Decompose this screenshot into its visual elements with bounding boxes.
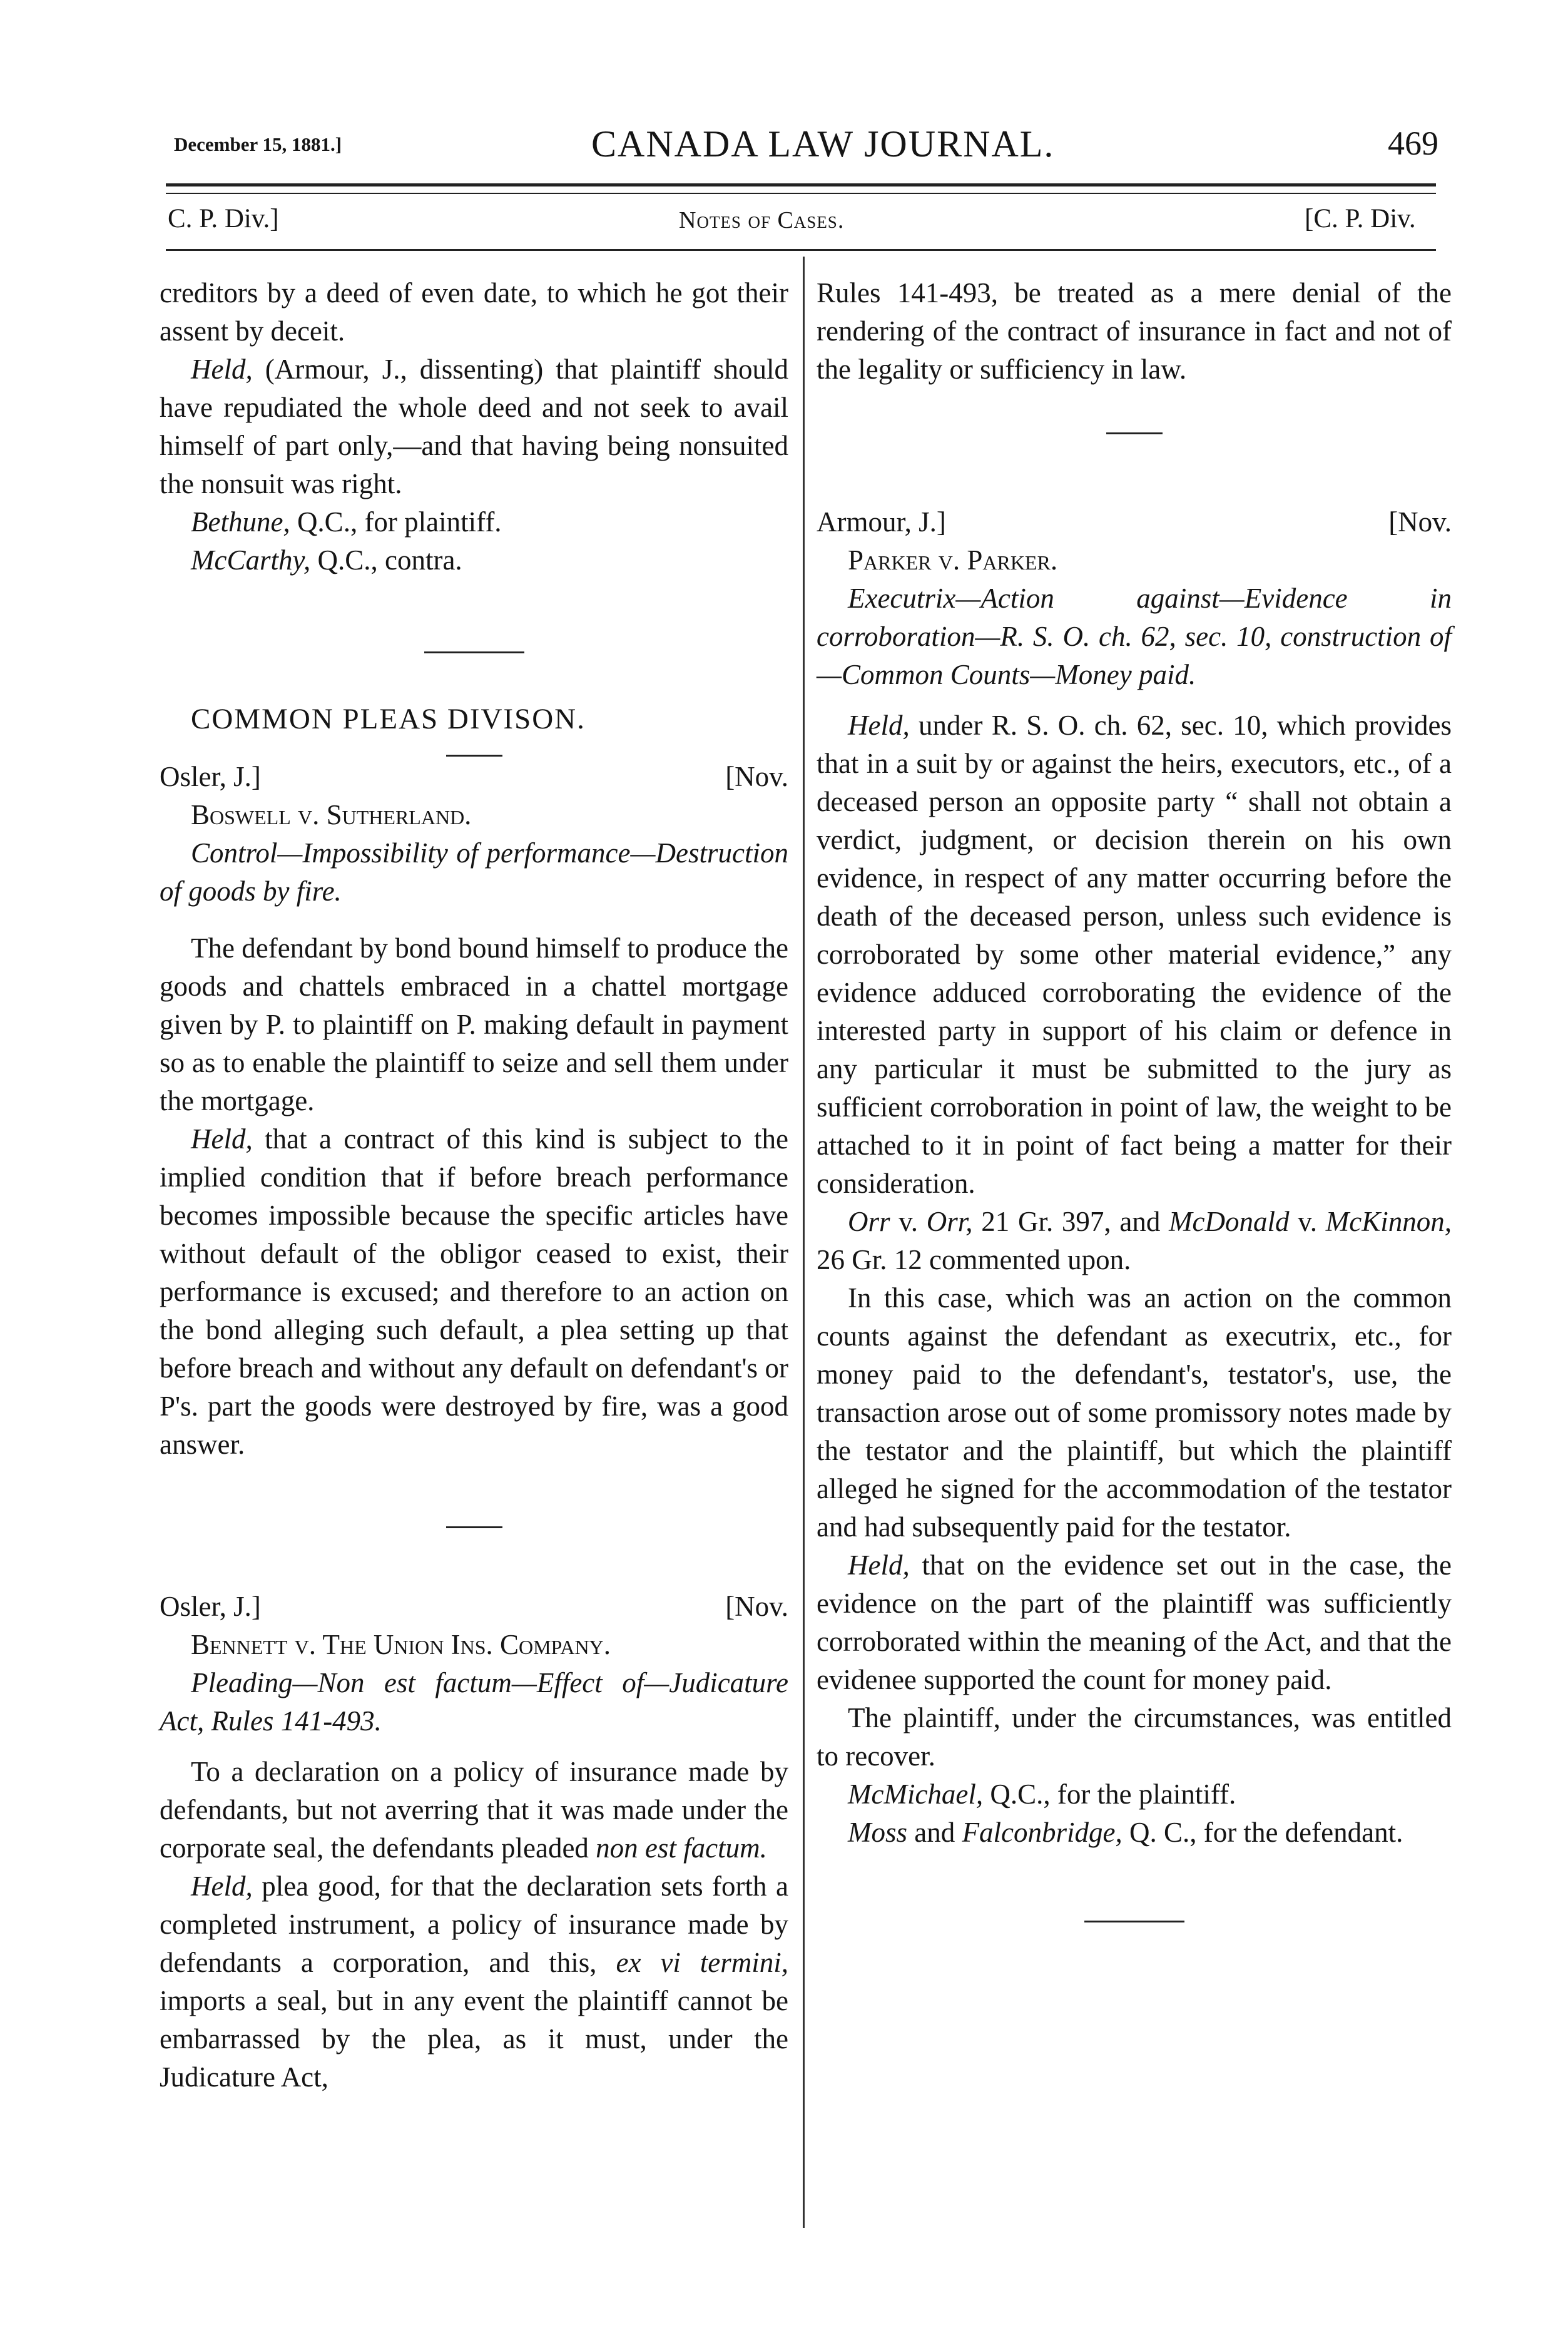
case-name: Orr <box>848 1206 890 1237</box>
page-number: 469 <box>1388 125 1438 162</box>
counsel-conj: and <box>907 1817 962 1848</box>
case-date: [Nov. <box>725 761 788 792</box>
case-date: [Nov. <box>725 1591 788 1622</box>
cite-text: 26 Gr. 12 commented upon. <box>817 1244 1131 1275</box>
holding-text: under R. S. O. ch. 62, sec. 10, which provides that in a suit by or against the heirs, executors, etc., of a deceased person an opposite party “ shall not obtain a verdict, judgment, or decision therein on his own evidence, in respect of any matter occurring before the death of the deceased person, unless such evidence is corroborated by some other material evidence,” any evidence adduced corroborating the evidence of the interested party in support of his claim or defence in any particular it must be submitted to the jury as sufficient corroboration in point of law, the weight to be attached to it in point of fact being a matter for their consideration. <box>817 710 1452 1199</box>
header-rule-thin <box>166 193 1436 194</box>
holding-text: (Armour, J., dissenting) that plaintiff should have repudiated the whole deed and not seek to avail himself of part only,—and that having being nonsuited the nonsuit was right. <box>160 354 788 499</box>
held-label: Held, <box>191 354 253 385</box>
case-headnote: Pleading—Non est factum—Effect of—Judicature Act, Rules 141-493. <box>160 1667 788 1737</box>
section-title: COMMON PLEAS DIVISON. <box>191 703 586 735</box>
case-facts <box>160 1753 788 1867</box>
holding-text: that on the evidence set out in the case, the evidence on the part of the plaintiff was sufficiently corroborated within the meaning of the Act, and that the evidenee supported the count for money paid. <box>817 1549 1452 1695</box>
counsel-line <box>817 1775 1452 1814</box>
issue-date: December 15, 1881.] <box>174 133 342 155</box>
continued-paragraph: Rules 141-493, be treated as a mere denial of the rendering of the contract of insurance in fact and not of the legality or sufficiency in law. <box>817 277 1452 385</box>
end-divider <box>1084 1921 1184 1922</box>
holding-text-end: imports a seal, but in any event the plaintiff cannot be embarrassed by the plea, as it must, under the Judicature Act, <box>160 1985 788 2093</box>
holding-text: plea good, for that the declaration sets forth a completed instrument, a policy of insurance made by defendants a corporation, and this, <box>160 1871 788 1978</box>
held-label: Held, <box>848 710 910 741</box>
counsel-role: Q. C., for the defendant. <box>1122 1817 1403 1848</box>
holding-paragraph <box>160 1867 788 2096</box>
case-judge-line <box>160 758 788 796</box>
counsel-name: Falconbridge, <box>962 1817 1123 1848</box>
counsel-line <box>160 503 788 541</box>
holding-paragraph <box>160 350 788 503</box>
counsel-line <box>160 541 788 579</box>
counsel-role: Q.C., contra. <box>310 544 462 576</box>
holding-paragraph <box>817 707 1452 1203</box>
counsel-line <box>817 1814 1452 1852</box>
latin-term: ex vi termini, <box>616 1947 788 1978</box>
plea-term: non est factum. <box>596 1832 767 1864</box>
case-title: Bennett v. The Union Ins. Company. <box>191 1629 611 1660</box>
held-label: Held, <box>191 1123 253 1155</box>
case-facts: In this case, which was an action on the common counts against the defendant as executrix, etc., for money paid to the defendant's, testator's, use, the transaction arose out of some promissory notes made by the testator and the plaintiff, but which the plaintiff alleged he signed for the accommodation of the testator and had subsequently paid for the testator. <box>817 1282 1452 1543</box>
left-column <box>160 274 788 2096</box>
counsel-role: Q.C., for the plaintiff. <box>983 1779 1236 1810</box>
cite-versus: v. <box>890 1206 927 1237</box>
case-name: McKinnon, <box>1325 1206 1452 1237</box>
running-head-left: C. P. Div.] <box>168 204 279 233</box>
case-name: McDonald <box>1169 1206 1290 1237</box>
case-date: [Nov. <box>1388 506 1452 538</box>
continued-paragraph: creditors by a deed of even date, to which he got their assent by deceit. <box>160 277 788 347</box>
case-title: Boswell v. Sutherland. <box>191 799 472 830</box>
result-paragraph: The plaintiff, under the circumstances, was entitled to recover. <box>817 1702 1452 1772</box>
running-head-rule <box>166 249 1436 251</box>
held-label: Held, <box>191 1871 253 1902</box>
cite-versus: v. <box>1289 1206 1326 1237</box>
facts-text: To a declaration on a policy of insurance made by defendants, but not averring that it was made under the corporate seal, the defendants pleaded <box>160 1756 788 1864</box>
held-label: Held, <box>848 1549 910 1581</box>
journal-title: CANADA LAW JOURNAL. <box>591 123 1055 165</box>
judge-name: Osler, J.] <box>160 1591 261 1622</box>
counsel-name: Moss <box>848 1817 908 1848</box>
judge-name: Armour, J.] <box>817 506 946 538</box>
counsel-name: McMichael, <box>848 1779 984 1810</box>
holding-paragraph <box>817 1546 1452 1699</box>
case-headnote: Control—Impossibility of performance—Destruction of goods by fire. <box>160 837 788 907</box>
counsel-role: Q.C., for plaintiff. <box>290 506 502 538</box>
case-title: Parker v. Parker. <box>848 544 1058 576</box>
running-head-right: [C. P. Div. <box>1305 204 1416 233</box>
holding-text: that a contract of this kind is subject to the implied condition that if before breach performance becomes impossible because the specific articles have without default of the obligor ceased to exist, their performance is excused; and therefore to an action on the bond alleging such default, a plea setting up that before breach and without any default on defendant's or P's. part the goods were destroyed by fire, was a good answer. <box>160 1123 788 1460</box>
case-headnote: Executrix—Action against—Evidence in corroboration—R. S. O. ch. 62, sec. 10, construction of—Common Counts—Money paid. <box>817 583 1452 690</box>
counsel-name: Bethune, <box>191 506 290 538</box>
case-name: Orr, <box>926 1206 973 1237</box>
judge-name: Osler, J.] <box>160 761 261 792</box>
case-facts: The defendant by bond bound himself to produce the goods and chattels embraced in a chattel mortgage given by P. to plaintiff on P. making default in payment so as to enable the plaintiff to seize and sell them under the mortgage. <box>160 932 788 1116</box>
case-judge-line <box>817 503 1452 541</box>
cite-text: 21 Gr. 397, and <box>972 1206 1169 1237</box>
holding-paragraph <box>160 1120 788 1464</box>
column-divider <box>803 257 805 2228</box>
citation-paragraph <box>817 1203 1452 1279</box>
right-column <box>817 274 1452 1922</box>
case-judge-line <box>160 1588 788 1626</box>
header-rule-thick <box>166 183 1436 186</box>
counsel-name: McCarthy, <box>191 544 311 576</box>
running-head-center: Notes of Cases. <box>679 207 845 233</box>
